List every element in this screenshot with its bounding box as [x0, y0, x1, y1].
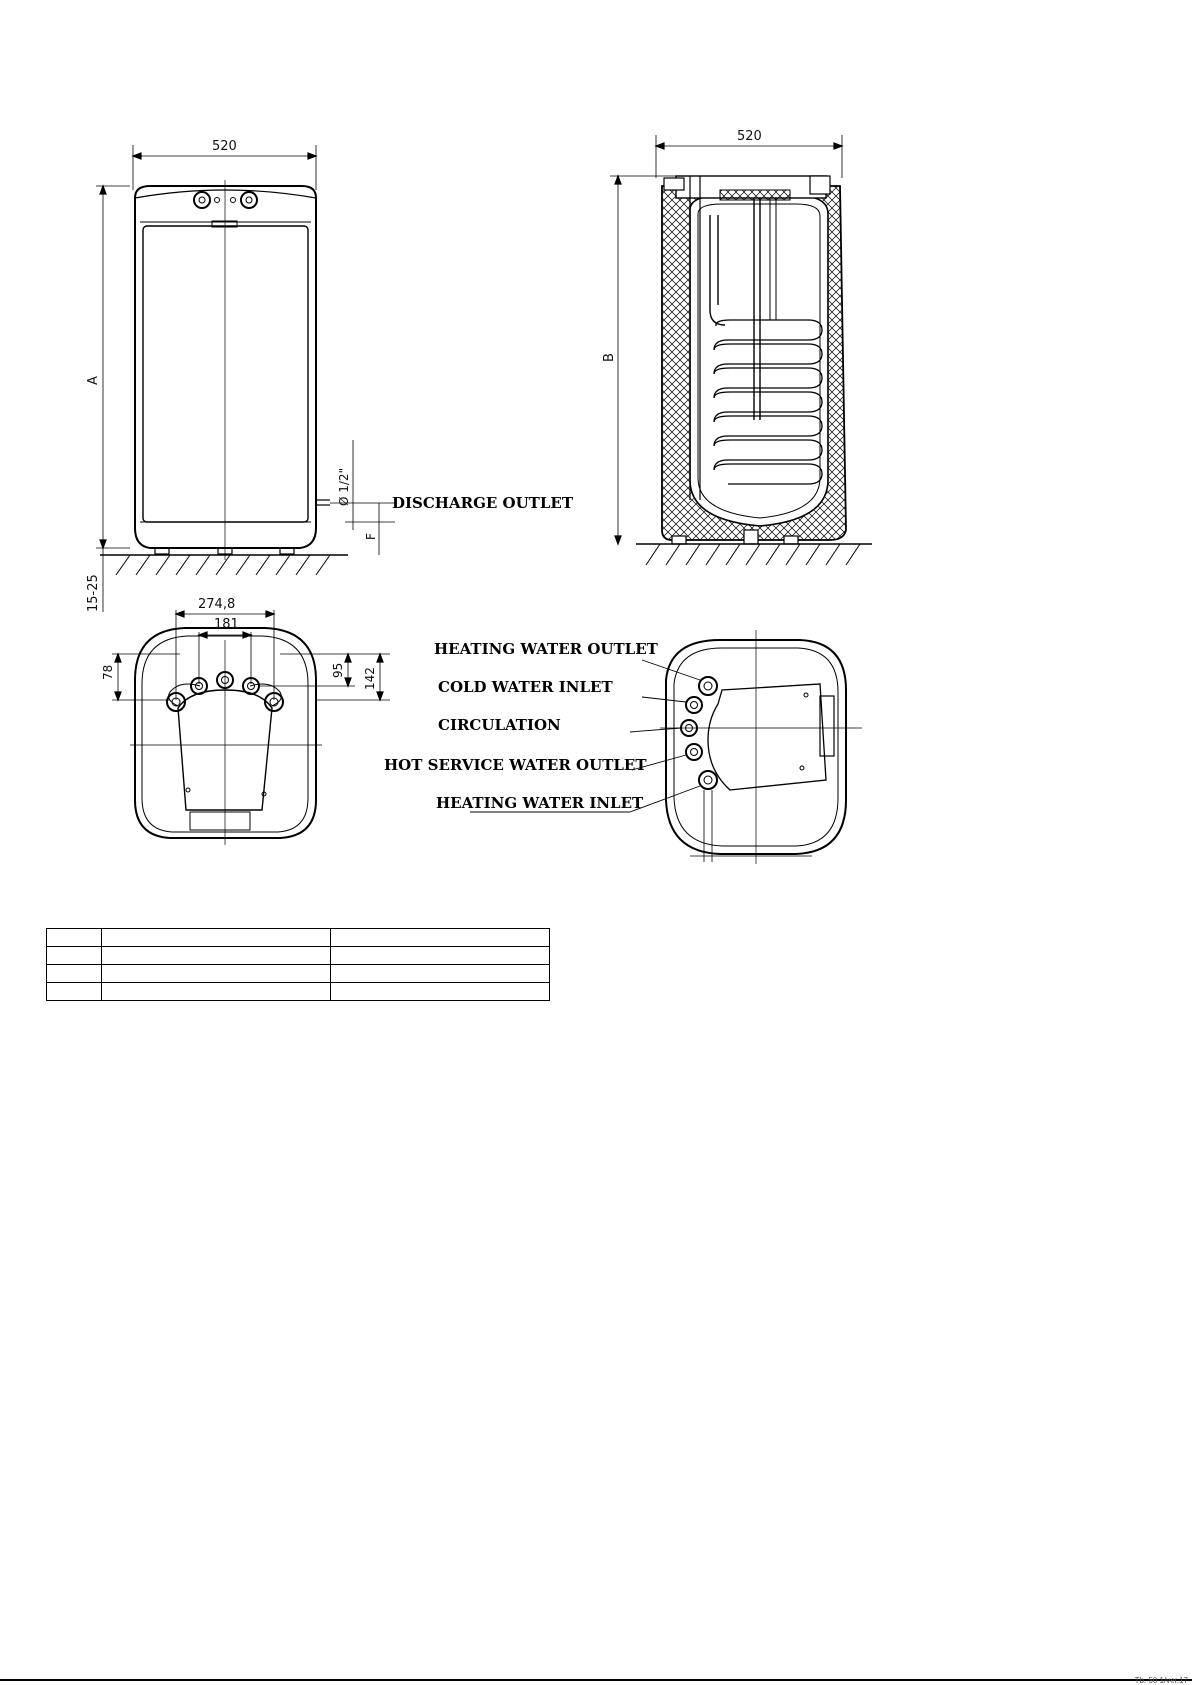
- offset-95-label: 95: [331, 662, 345, 678]
- pitch-inner-label: 181: [214, 617, 239, 632]
- heating-water-inlet-label: HEATING WATER INLET: [436, 794, 644, 812]
- table-cell: [331, 947, 550, 965]
- table-cell: [102, 947, 331, 965]
- table-cell: [47, 929, 102, 947]
- table-cell: [102, 983, 331, 1001]
- top-view: [112, 610, 390, 845]
- table-cell: [47, 983, 102, 1001]
- discharge-outlet-label: DISCHARGE OUTLET: [392, 494, 573, 512]
- table-row: [47, 947, 550, 965]
- table-cell: [331, 929, 550, 947]
- table-cell: [102, 965, 331, 983]
- circulation-label: CIRCULATION: [438, 716, 561, 734]
- table-cell: [331, 965, 550, 983]
- connection-view: [470, 630, 862, 864]
- side-width-label: 520: [737, 129, 762, 144]
- offset-142-label: 142: [363, 667, 377, 690]
- table-row: [47, 929, 550, 947]
- front-width-label: 520: [212, 139, 237, 154]
- side-section-view: [610, 135, 872, 565]
- heating-water-outlet-label: HEATING WATER OUTLET: [434, 640, 658, 658]
- page-marker: Tb. 50 1/ver.17: [1134, 1676, 1188, 1685]
- discharge-size-label: Ø 1/2": [337, 467, 351, 506]
- pitch-outer-label: 274,8: [198, 597, 236, 612]
- feet-range-label: 15-25: [86, 574, 101, 612]
- table-cell: [47, 965, 102, 983]
- table-cell: [331, 983, 550, 1001]
- table-row: [47, 983, 550, 1001]
- table-row: [47, 965, 550, 983]
- cold-water-inlet-label: COLD WATER INLET: [438, 678, 613, 696]
- height-a-label: A: [86, 376, 101, 385]
- table-cell: [102, 929, 331, 947]
- spec-table: [46, 928, 550, 1001]
- front-view: [96, 145, 395, 612]
- offset-78-label: 78: [101, 664, 115, 680]
- height-f-label: F: [364, 533, 378, 540]
- height-b-label: B: [602, 353, 617, 362]
- table-cell: [47, 947, 102, 965]
- footer-rule: [0, 1679, 1192, 1681]
- hot-service-water-outlet-label: HOT SERVICE WATER OUTLET: [384, 756, 647, 774]
